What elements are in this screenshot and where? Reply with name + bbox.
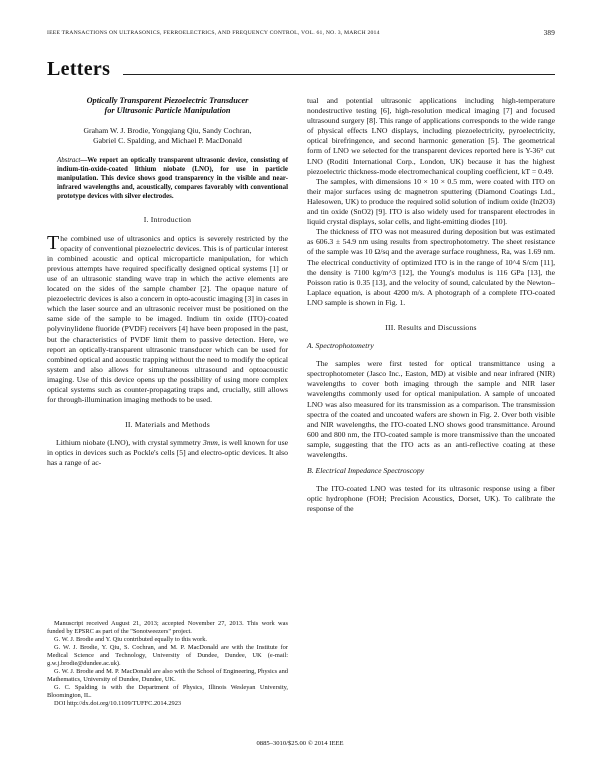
- body-paragraph: The samples, with dimensions 10 × 10 × 0.5 mm, were coated with ITO on their major surfaces using dc magnetron sputtering (Diamond Coatings Ltd., Halesowen, UK) to produce the required solid solution of indium oxide (In2O3) and tin oxide (SnO2) [9]. ITO is also widely used for transparent electrodes in liquid crystal displays, solar cells, and light-emitting diodes [10].: [307, 176, 555, 227]
- footnote-doi: DOI http://dx.doi.org/10.1109/TUFFC.2014.2923: [54, 700, 182, 707]
- body-paragraph: tual and potential ultrasonic applications including high-temperature nondestructive testing [6], high-resolution medical imaging [7] and focused ultrasound surgery [8]. This range of applications corresponds to the wide range of physical effects LNO displays, including piezoelectricity, pyroelectricity, optical birefringence, and second harmonic generation [5]. The geometrical form of LNO we selected for the transparent devices reported here is Y-36° cut LNO (Roditi International Corp., London, UK) because it has the highest piezoelectric thickness-mode electromechanical coupling coefficient, kT = 0.49.: [307, 96, 555, 176]
- copyright-footer: 0885–3010/$25.00 © 2014 IEEE: [256, 740, 344, 747]
- section-banner-rule: [123, 74, 555, 75]
- subsection-heading-spectrophotometry: A. Spectrophotometry: [307, 341, 374, 351]
- page-number: 389: [543, 29, 555, 37]
- subsection-heading-impedance: B. Electrical Impedance Spectroscopy: [307, 466, 425, 476]
- intro-paragraph: The combined use of ultrasonics and optics is severely restricted by the opacity of conventional piezoelectric devices. This is of particular interest in combined acoustic and optical microparticle manipulation, for which previous attempts have required specifically designed optical systems [1] or use of an ultrasonic standing wave trap in which the active elements are located on the sides of the sample chamber [2]. The opaque nature of piezoelectric devices is also a concern in opto-acoustic imaging [3] in cases in which the laser source and an ultrasonic receiver must be positioned on the same side of the sample to be imaged. Indium tin oxide (ITO)-coated polyvinylidene fluoride (PVDF) receivers [4] have been proposed in the past, but the characteristics of PVDF limit them to passive detection. Here, we report an optically-transparent ultrasonic transducer which can be used for combined optical and acoustic trapping without the need to modify the optical system and also allows for simultaneous ultrasound and optoacoustic imaging. Use of this device opens up the possibility of using more complex optical systems such as counter-propagating traps and, crucially, still allows for through-illumination imaging methods to be used.: [47, 231, 288, 405]
- footnote: G. C. Spalding is with the Department of Physics, Illinois Wesleyan University, Bloomington, IL.: [47, 684, 288, 699]
- dropcap: T: [47, 231, 60, 254]
- body-paragraph: The thickness of ITO was not measured during deposition but was estimated as 606.3 ± 54.9 nm using results from spectrophotometry. The sheet resistance of the sample was 10 Ω/sq and the average surface roughness, Ra, was 1.69 nm. The electrical conductivity of optimized ITO is in the range of 10^4 S/cm [11], the density is 7100 kg/m^3 [12], the Young's modulus is 116 GPa [13], the Poisson ratio is 0.35 [13], and the velocity of sound, calculated by the Newton–Laplace equation, is about 4200 m/s. A photograph of a complete ITO-coated LNO sample is shown in Fig. 1.: [307, 227, 555, 307]
- footnote: G. W. J. Brodie and M. P. MacDonald are also with the School of Engineering, Physics and Mathematics, University of Dundee, Dundee, UK.: [47, 668, 288, 683]
- methods-heading: II. Materials and Methods: [125, 420, 210, 430]
- body-paragraph: The ITO-coated LNO was tested for its ultrasonic response using a fiber optic hydrophone (FOH; Precision Acoustics, Dorset, UK). To calibrate the response of the: [307, 484, 555, 514]
- section-banner: [47, 58, 555, 82]
- abstract-text: —We report an optically transparent ultrasonic device, consisting of indium-tin-oxide-coated lithium niobate (LNO), for use in particle manipulation. This device shows good transparency in the visible and near-infrared wavelengths and, acoustically, compares favorably with conventional prototype devices with silver electrodes.: [57, 157, 288, 201]
- body-paragraph: The samples were first tested for optical transmittance using a spectrophotometer (Jasco Inc., Easton, MD) at visible and near infrared (NIR) wavelengths to cover both imaging through the sample and NIR laser wavelengths commonly used for optical manipulation. A sample of uncoated LNO was also measured for its transmission as a comparison. The transmission spectra of the coated and uncoated wafers are shown in Fig. 2. Over both visible and NIR wavelengths, the ITO-coated LNO shows good transmittance. Around 600 and 800 nm, the ITO-coated sample is more transmissive than the uncoated sample, suggesting that the ITO acts as an anti-reflective coating at these wavelengths.: [307, 359, 555, 459]
- journal-line: IEEE TRANSACTIONS ON ULTRASONICS, FERROELECTRICS, AND FREQUENCY CONTROL, VOL. 61, NO. 3, MARCH 2014: [47, 30, 380, 36]
- right-column: [307, 96, 555, 514]
- abstract: [57, 156, 288, 201]
- left-column: [47, 96, 288, 469]
- article-title: Optically Transparent Piezoelectric Transducer for Ultrasonic Particle Manipulation: [86, 96, 249, 115]
- section-banner-title: Letters: [47, 58, 111, 80]
- abstract-label: Abstract: [57, 157, 81, 164]
- footnote: G. W. J. Brodie and Y. Qiu contributed equally to this work.: [54, 636, 208, 643]
- footnotes: [47, 620, 288, 708]
- article-authors: Graham W. J. Brodie, Yongqiang Qiu, Sandy Cochran, Gabriel C. Spalding, and Michael P. MacDonald: [83, 126, 252, 145]
- methods-paragraph: Lithium niobate (LNO), with crystal symmetry 3mm, is well known for use in optics in devices such as Pockle's cells [5] and electro-optic devices. It also has a range of ac-: [47, 438, 288, 468]
- intro-heading: I. Introduction: [143, 215, 192, 225]
- footnote: G. W. J. Brodie, Y. Qiu, S. Cochran, and M. P. MacDonald are with the Institute for Medical Science and Technology, University of Dundee, Dundee, UK (e-mail: g.w.j.brodie@dundee.ac.uk).: [47, 644, 288, 667]
- results-heading: III. Results and Discussions: [385, 322, 477, 332]
- running-header: [47, 30, 555, 36]
- footnote: Manuscript received August 21, 2013; accepted November 27, 2013. This work was funded by EPSRC as part of the "Sonotweezers" project.: [47, 620, 288, 635]
